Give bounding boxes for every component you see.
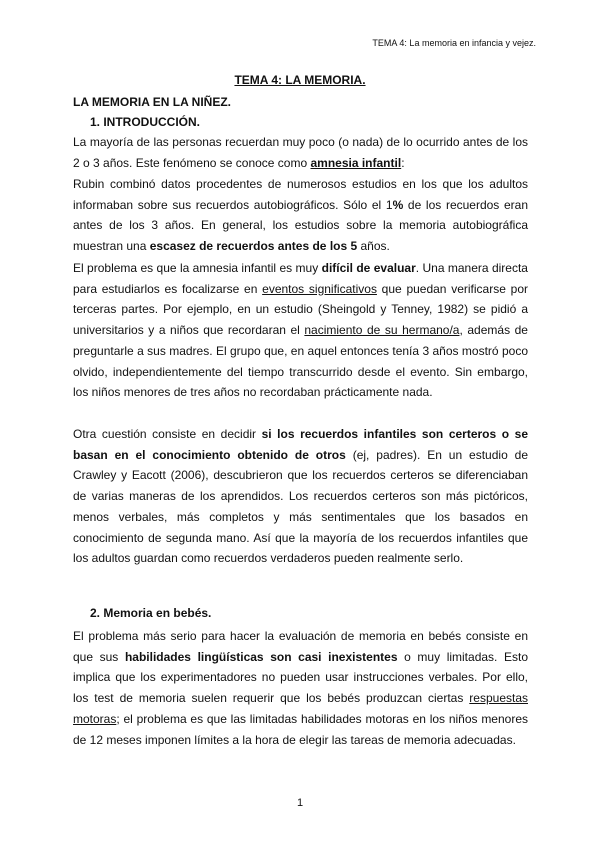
- term-habilidades-linguisticas: habilidades lingüísticas son casi inexistentes: [124, 649, 398, 664]
- term-recuerdos-certeros: si los recuerdos infantiles son certeros o se basan en el conocimiento obtenido de otros: [73, 427, 528, 462]
- page-number: 1: [296, 797, 304, 809]
- paragraph-bebes-1: El problema más serio para hacer la evaluación de memoria en bebés consiste en que sus habilidades lingüísticas son casi inexistentes o muy limitadas. Esto implica que los experimentadores no pueden usar instrucciones verbales. Por ello, los test de memoria suelen requerir que los bebés produzcan ciertas respuestas motoras; el problema es que las limitadas habilidades motoras en los niños menores de 12 meses imponen límites a la hora de elegir las tareas de memoria adecuadas.: [73, 629, 528, 747]
- term-amnesia-infantil: amnesia infantil: [310, 155, 402, 170]
- term-nacimiento-hermano: nacimiento de su hermano/a: [304, 323, 460, 338]
- paragraph-intro-2: Rubin combinó datos procedentes de numerosos estudios en los que los adultos informaban sobre sus recuerdos autobiográficos. Sólo el 1% de los recuerdos eran antes de los 3 años. En general, los estudios sobre la memoria autobiográfica muestran una escasez de recuerdos antes de los 5 años.: [73, 177, 528, 254]
- term-eventos-significativos: eventos significativos: [262, 281, 377, 296]
- running-header: TEMA 4: La memoria en infancia y vejez.: [372, 38, 536, 48]
- term-escasez: escasez de recuerdos antes de los 5: [149, 239, 358, 254]
- paragraph-intro-4: Otra cuestión consiste en decidir si los recuerdos infantiles son certeros o se basan en el conocimiento obtenido de otros (ej, padres). En un estudio de Crawley y Eacott (2006), descubrieron que los recuerdos certeros se diferenciaban de varias maneras de los aprendidos. Los recuerdos certeros son más pictóricos, menos verbales, más completos y más sentimentales que los basados en conocimiento de segunda mano. Así que la mayoría de los recuerdos infantiles que los adultos guardan como recuerdos verdaderos pueden realmente serlo.: [73, 427, 528, 566]
- page-title: TEMA 4: LA MEMORIA.: [234, 73, 366, 87]
- term-respuestas-motoras: respuestas motoras: [73, 691, 528, 726]
- term-dificil-evaluar: difícil de evaluar: [321, 261, 416, 275]
- heading-memoria-bebes: 2. Memoria en bebés.: [90, 606, 212, 620]
- section-title: LA MEMORIA EN LA NIÑEZ.: [73, 95, 231, 109]
- paragraph-intro-1: La mayoría de las personas recuerdan muy poco (o nada) de lo ocurrido antes de los 2 o 3 años. Este fenómeno se conoce como amnesia infantil:: [73, 135, 528, 170]
- paragraph-intro-3: El problema es que la amnesia infantil es muy difícil de evaluar. Una manera directa para estudiarlos es focalizarse en eventos significativos que puedan verificarse por terceras partes. Por ejemplo, en un estudio (Sheingold y Tenney, 1982) se pidió a universitarios y a niños que recordaran el nacimiento de su hermano/a, además de preguntarle a sus madres. El grupo que, en aquel entonces tenía 3 años mostró poco olvido, independientemente del tiempo transcurrido desde el evento. Sin embargo, los niños menores de tres años no recordaban prácticamente nada.: [73, 261, 528, 400]
- heading-introduccion: 1. INTRODUCCIÓN.: [90, 115, 201, 129]
